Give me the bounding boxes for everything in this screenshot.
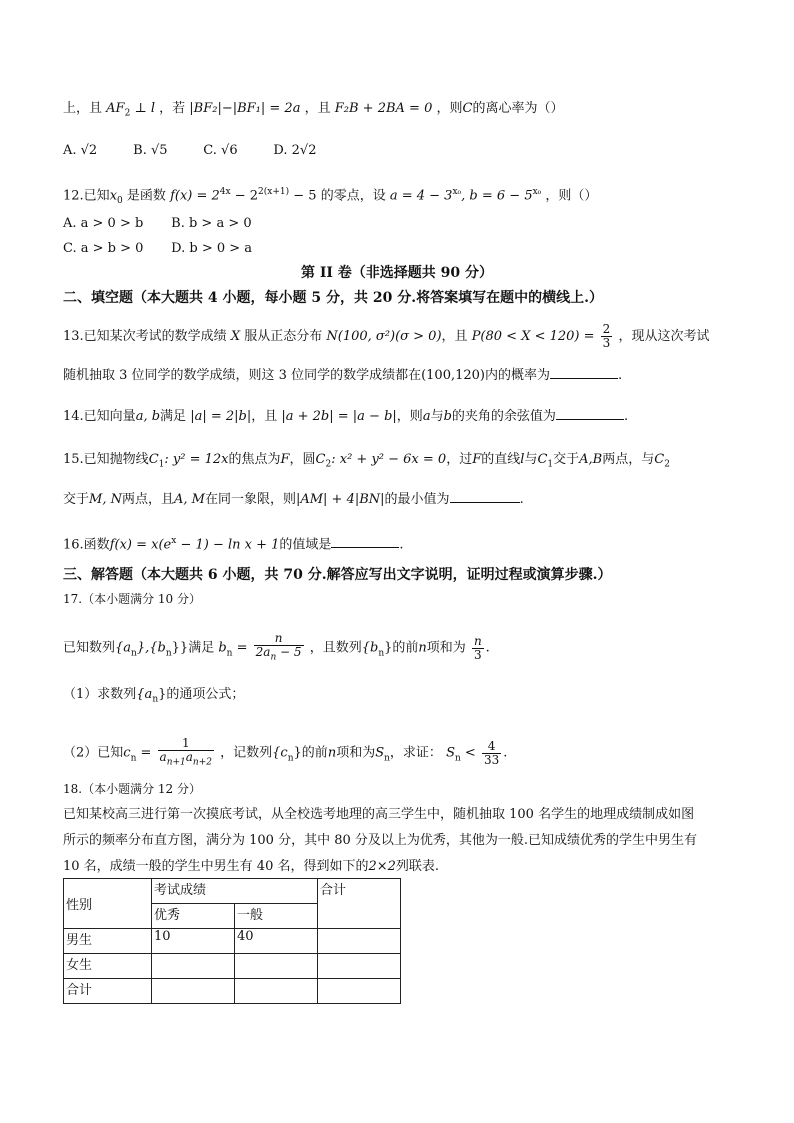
section2-title: 二、填空题（本大题共 4 小题，每小题 5 分，共 20 分.将答案填写在题中的横线上.） bbox=[63, 290, 603, 306]
q18-header: 18.（本小题满分 12 分） bbox=[63, 782, 201, 796]
q17-part1: （1）求数列$\{a_n\}$的通项公式； bbox=[63, 687, 245, 705]
q12-option-c: C. a > b > 0 bbox=[63, 241, 144, 256]
q18-line3: 10 名，成绩一般的学生中男生有 40 名，得到如下的2×2列联表. bbox=[63, 859, 440, 874]
cell-total bbox=[318, 954, 401, 979]
table-row bbox=[64, 954, 401, 979]
q12-option-b: B. b > a > 0 bbox=[171, 216, 252, 231]
q17-header: 17.（本小题满分 10 分） bbox=[63, 592, 201, 606]
header-good: 优秀 bbox=[152, 904, 235, 929]
q12-option-d: D. b > 0 > a bbox=[171, 241, 253, 256]
q11-stem: 上，且 $AF_2$ ⊥ l ，若 |BF₂|−|BF₁| = 2a ，且 F₂B + 2BA = 0 ，则C的离心率为（） bbox=[63, 101, 564, 119]
q14-stem: 14.已知向量a, b满足 |a| = 2|b|，且 |a + 2b| = |a − b|，则a与b的夹角的余弦值为 . bbox=[63, 409, 629, 424]
q15-line2: 交于M, N两点，且A, M在同一象限，则|AM| + 4|BN|的最小值为 . bbox=[63, 492, 524, 507]
cell-total bbox=[318, 929, 401, 954]
q15-line1: 15.已知抛物线$C_1$: y² = 12x的焦点为F，圆$C_2$: x² + y² − 6x = 0，过F的直线l与$C_1$交于A,B两点，与$C_2$ bbox=[63, 452, 670, 470]
cell-total bbox=[318, 979, 401, 1004]
q11-option-a: A. √2 bbox=[63, 143, 98, 158]
section3-title: 三、解答题（本大题共 6 小题，共 70 分.解答应写出文字说明，证明过程或演算步骤.） bbox=[63, 567, 612, 583]
q14-answer-blank bbox=[556, 407, 624, 420]
q12-options-row1 bbox=[63, 215, 252, 233]
cell-good bbox=[152, 954, 235, 979]
table-row bbox=[64, 929, 401, 954]
header-normal: 一般 bbox=[235, 904, 318, 929]
q13-answer-blank bbox=[550, 366, 618, 379]
cell-normal bbox=[235, 954, 318, 979]
cell-good: 10 bbox=[152, 929, 235, 954]
q15-answer-blank bbox=[450, 490, 520, 503]
cell-normal bbox=[235, 979, 318, 1004]
q17-part2: （2）已知$c_n$ = $\frac{1}{a_{n+1}a_{n+2}}$ ，记数列$\{c_n\}$的前n项和为$S_n$，求证： $S_n$ < $\frac{4}{33}$ . bbox=[63, 736, 508, 768]
q13-line2: 随机抽取 3 位同学的数学成绩，则这 3 位同学的数学成绩都在(100,120)内的概率为 . bbox=[63, 368, 623, 383]
q16-answer-blank bbox=[331, 535, 399, 548]
part2-title: 第 II 卷（非选择题共 90 分） bbox=[300, 265, 494, 281]
q11-option-c: C. √6 bbox=[203, 143, 238, 158]
q13-line1: 13.已知某次考试的数学成绩 X 服从正态分布 N(100, σ²)(σ > 0)，且 P(80 < X < 120) = $\frac{2}{3}$ ，现从这次考试 bbox=[63, 322, 710, 350]
row-label: 女生 bbox=[64, 954, 152, 979]
q12-options-row2 bbox=[63, 240, 252, 258]
row-label: 合计 bbox=[64, 979, 152, 1004]
q12-option-a: A. a > 0 > b bbox=[63, 216, 144, 231]
q12-stem: 12.已知$x_0$ 是函数 $f(x) = 2^{4x} - 2^{2(x+1)} - 5$ 的零点，设 $a = 4 - 3^{x_0}$, $b = 6 - 5^{x_0}$ ，则（） bbox=[63, 187, 598, 206]
q11-option-b: B. √5 bbox=[133, 143, 168, 158]
q11-option-d: D. 2√2 bbox=[273, 143, 317, 158]
table-header-row bbox=[64, 879, 401, 904]
header-gender: 性别 bbox=[64, 879, 152, 929]
q16-stem: 16.函数$f(x) = x(e^x - 1) - \ln x + 1$的值域是 . bbox=[63, 536, 404, 553]
header-total: 合计 bbox=[318, 879, 401, 929]
q18-line1: 已知某校高三进行第一次摸底考试，从全校选考地理的高三学生中，随机抽取 100 名学生的地理成绩制成如图 bbox=[63, 807, 695, 822]
q11-options bbox=[63, 142, 316, 160]
contingency-table bbox=[63, 878, 401, 1004]
cell-good bbox=[152, 979, 235, 1004]
q18-line2: 所示的频率分布直方图，满分为 100 分，其中 80 分及以上为优秀，其他为一般.已知成绩优秀的学生中男生有 bbox=[63, 833, 698, 848]
row-label: 男生 bbox=[64, 929, 152, 954]
header-score: 考试成绩 bbox=[152, 879, 318, 904]
table-row bbox=[64, 979, 401, 1004]
cell-normal: 40 bbox=[235, 929, 318, 954]
q17-stem: 已知数列$\{a_n\},\{b_n\}$}满足 $b_n$ = $\frac{n}{2a_n - 5}$ ，且数列$\{b_n\}$的前n项和为 $\frac{n}{3}$ . bbox=[63, 631, 490, 663]
